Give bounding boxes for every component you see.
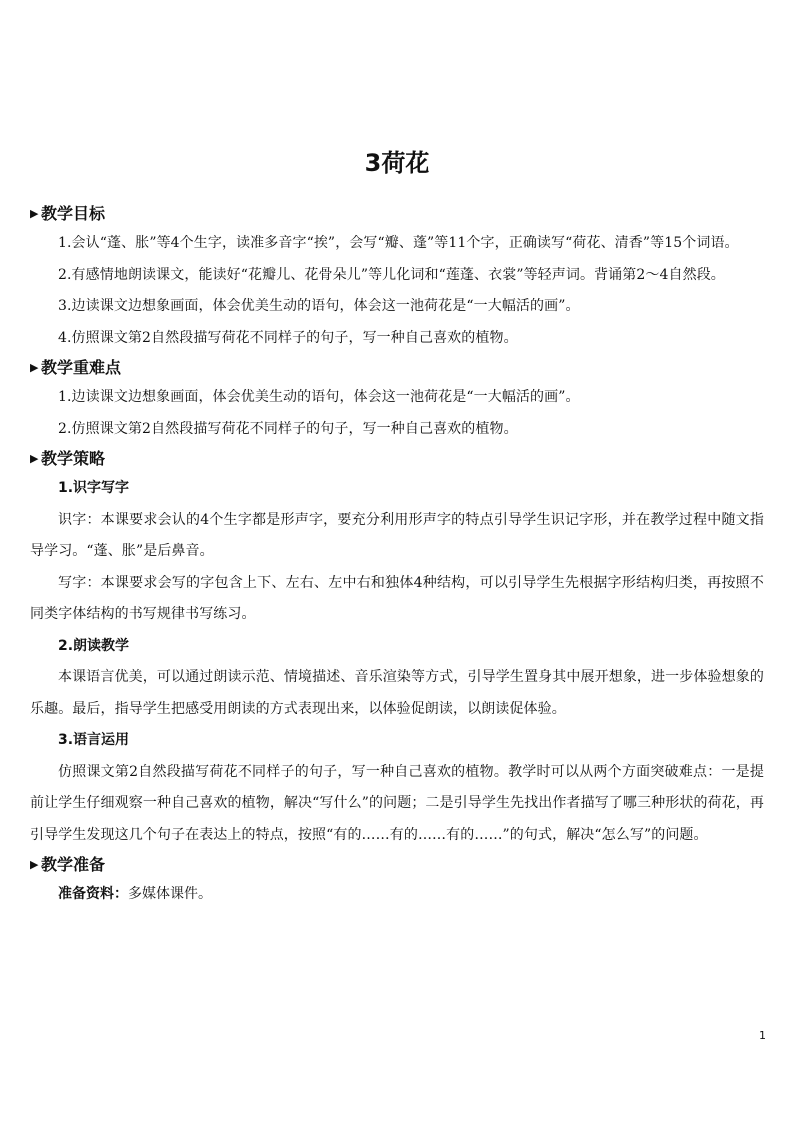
section-heading-strategy-text: 教学策略 <box>41 449 106 468</box>
prep-line <box>30 879 764 911</box>
section-heading-strategy <box>30 445 764 473</box>
triangle-bullet-icon: ▶ <box>30 452 39 465</box>
section-heading-key-points <box>30 354 764 382</box>
section-heading-goals-text: 教学目标 <box>41 204 106 223</box>
strategy-subheading-language: 3.语言运用 <box>58 732 130 748</box>
section-heading-goals <box>30 200 764 228</box>
strategy-subheading-reading: 2.朗读教学 <box>58 637 130 654</box>
section-heading-prep <box>30 851 764 879</box>
strategy-subheading-literacy: 1.识字写字 <box>58 480 130 496</box>
document-body <box>30 200 764 911</box>
strategy-paragraph: 本课语言优美，可以通过朗读示范、情境描述、音乐渲染等方式，引导学生置身其中展开想象，进一步体验想象的乐趣。最后，指导学生把感受用朗读的方式表现出来，以体验促朗读，以朗读促体验。 <box>30 669 764 717</box>
goal-item: 2.有感情地朗读课文，能读好“花瓣儿、花骨朵儿”等儿化词和“莲蓬、衣裳”等轻声词。背诵第2～4自然段。 <box>58 266 725 283</box>
strategy-paragraph: 仿照课文第2自然段描写荷花不同样子的句子，写一种自己喜欢的植物。教学时可以从两个方面突破难点：一是提前让学生仔细观察一种自己喜欢的植物，解决“写什么”的问题；二是引导学生先找出作者描写了哪三种形状的荷花，再引导学生发现这几个句子在表达上的特点，按照“有的……有的……有的……”的句式，解决“怎么写”的问题。 <box>30 763 764 843</box>
page-title: 3荷花 <box>364 149 430 177</box>
section-heading-key-points-text: 教学重难点 <box>41 358 122 377</box>
strategy-paragraph: 识字：本课要求会认的4个生字都是形声字，要充分利用形声字的特点引导学生识记字形，并在教学过程中随文指导学习。“蓬、胀”是后鼻音。 <box>30 511 764 559</box>
strategy-paragraph: 写字：本课要求会写的字包含上下、左右、左中右和独体4种结构，可以引导学生先根据字形结构归类，再按照不同类字体结构的书写规律书写练习。 <box>30 574 764 622</box>
prep-label: 准备资料： <box>58 886 128 902</box>
key-point-item: 2.仿照课文第2自然段描写荷花不同样子的句子，写一种自己喜欢的植物。 <box>58 420 518 437</box>
key-point-item: 1.边读课文边想象画面，体会优美生动的语句，体会这一池荷花是“一大幅活的画”。 <box>58 389 580 405</box>
triangle-bullet-icon: ▶ <box>30 858 39 871</box>
page-number: 1 <box>759 1029 766 1042</box>
triangle-bullet-icon: ▶ <box>30 361 39 374</box>
prep-text: 多媒体课件。 <box>128 886 212 902</box>
triangle-bullet-icon: ▶ <box>30 207 39 220</box>
goal-item: 3.边读课文边想象画面，体会优美生动的语句，体会这一池荷花是“一大幅活的画”。 <box>58 298 580 314</box>
goal-item: 4.仿照课文第2自然段描写荷花不同样子的句子，写一种自己喜欢的植物。 <box>58 329 518 346</box>
section-heading-prep-text: 教学准备 <box>41 855 106 874</box>
goal-item: 1.会认“蓬、胀”等4个生字，读准多音字“挨”，会写“瓣、蓬”等11个字，正确读写“荷花、清香”等15个词语。 <box>58 235 739 251</box>
